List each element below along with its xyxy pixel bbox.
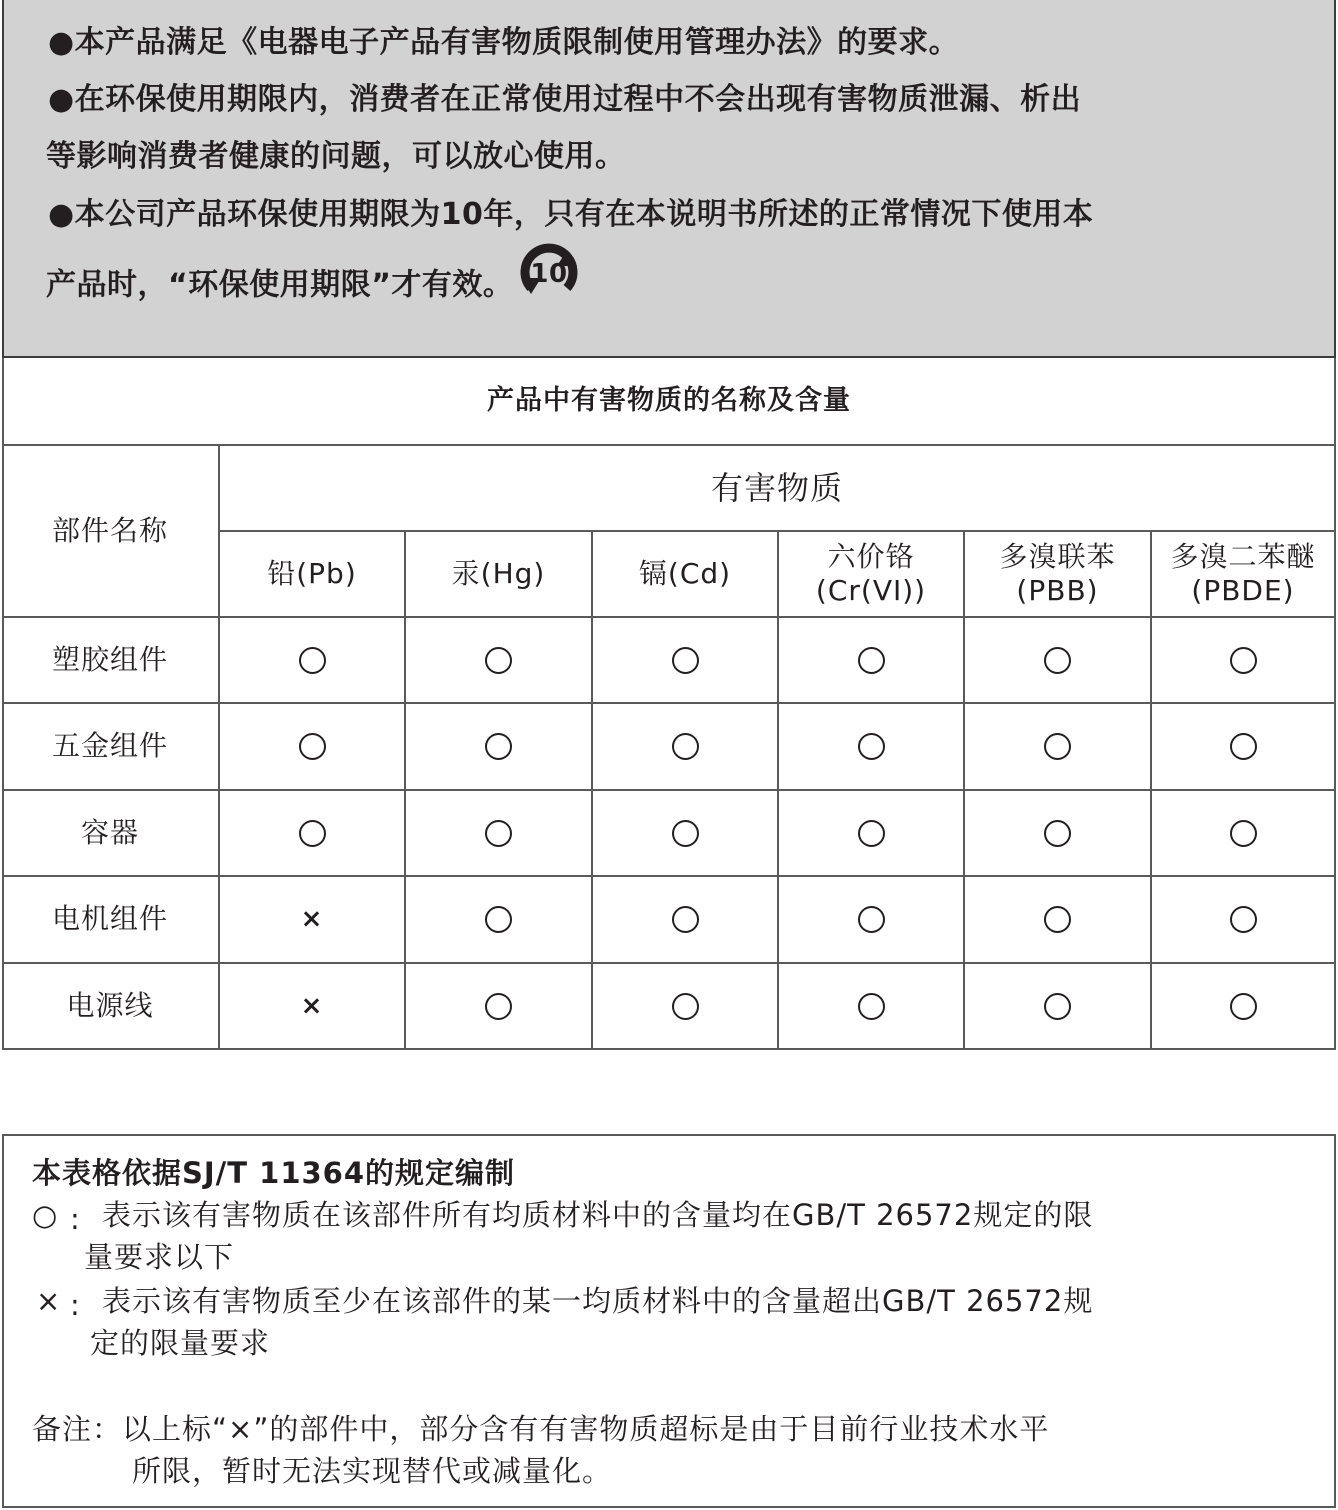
substance-mark-cell: [220, 791, 404, 875]
part-name-header: 部件名称: [51, 514, 168, 547]
substance-mark-cell: [1152, 964, 1334, 1048]
compliant-circle-mark: [485, 820, 512, 847]
compliant-circle-mark: [1044, 647, 1071, 674]
environment-protection-period-icon: [517, 240, 581, 324]
exceeds-cross-mark: ×: [300, 991, 324, 1021]
exceeds-cross-mark: ×: [300, 904, 324, 934]
compliant-circle-mark: [485, 733, 512, 760]
compliant-circle-mark: [858, 820, 885, 847]
substance-name: 铅(Pb): [267, 557, 357, 590]
substance-mark-cell: [406, 964, 591, 1048]
substance-symbol: (PBDE): [1191, 574, 1295, 607]
compliant-circle-mark: [1230, 733, 1257, 760]
notice-line-5: [46, 244, 581, 328]
substance-mark-cell: [406, 618, 591, 702]
substance-mark-cell: [220, 964, 404, 1048]
compliant-circle-mark: [1044, 820, 1071, 847]
substance-column-header: [965, 532, 1150, 616]
substance-mark-cell: [593, 791, 777, 875]
remark-text-1: 备注：以上标“×”的部件中，部分含有有害物质超标是由于目前行业技术水平: [32, 1412, 1050, 1446]
compliant-circle-mark: [485, 993, 512, 1020]
substance-mark-cell: [1152, 791, 1334, 875]
substance-column-header: [220, 532, 404, 616]
substance-name: 多溴联苯: [999, 540, 1116, 573]
compliant-circle-mark: [672, 993, 699, 1020]
circle-symbol: ○: [32, 1198, 59, 1232]
compliant-circle-mark: [485, 647, 512, 674]
cross-legend-text-1: 表示该有害物质至少在该部件的某一均质材料中的含量超出GB/T 26572规: [102, 1284, 1094, 1318]
substance-mark-cell: [220, 618, 404, 702]
remark-text-2: 所限，暂时无法实现替代或减量化。: [132, 1454, 613, 1488]
substance-name: 六价铬: [827, 540, 915, 573]
part-name-cell: 塑胶组件: [51, 643, 168, 676]
table-title: 产品中有害物质的名称及含量: [487, 385, 851, 416]
circle-colon: :: [70, 1202, 81, 1236]
substance-mark-cell: [779, 791, 963, 875]
substance-mark-cell: [1152, 618, 1334, 702]
compliant-circle-mark: [672, 733, 699, 760]
substance-mark-cell: [779, 877, 963, 961]
substance-mark-cell: [220, 877, 404, 961]
hazardous-substance-table: [2, 358, 1336, 1050]
substance-column-header: [406, 532, 591, 616]
compliant-circle-mark: [672, 647, 699, 674]
substance-name: 镉(Cd): [638, 557, 732, 590]
substance-mark-cell: [593, 964, 777, 1048]
compliant-circle-mark: [299, 820, 326, 847]
substance-symbol: (Cr(VI)): [815, 574, 927, 607]
circle-legend-text-2: 量要求以下: [84, 1240, 235, 1274]
substance-mark-cell: [779, 704, 963, 788]
compliant-circle-mark: [299, 733, 326, 760]
compliant-circle-mark: [1230, 647, 1257, 674]
compliant-circle-mark: [1230, 820, 1257, 847]
substance-symbol: (PBB): [1016, 574, 1099, 607]
compliant-circle-mark: [858, 906, 885, 933]
compliant-circle-mark: [858, 733, 885, 760]
compliant-circle-mark: [672, 906, 699, 933]
cross-colon: :: [70, 1288, 81, 1322]
substance-mark-cell: [779, 964, 963, 1048]
hazardous-substance-header: 有害物质: [710, 469, 843, 507]
substance-mark-cell: [220, 704, 404, 788]
substance-column-header: [1152, 532, 1334, 616]
substance-mark-cell: [406, 704, 591, 788]
notice-line-4: ●本公司产品环保使用期限为10年，只有在本说明书所述的正常情况下使用本: [48, 197, 1094, 232]
notice-line-1: ●本产品满足《电器电子产品有害物质限制使用管理办法》的要求。: [48, 25, 960, 60]
substance-mark-cell: [406, 877, 591, 961]
eco-icon-number: 10: [530, 259, 569, 289]
compliant-circle-mark: [858, 993, 885, 1020]
substance-mark-cell: [965, 704, 1150, 788]
substance-name: 汞(Hg): [451, 557, 546, 590]
cross-legend-text-2: 定的限量要求: [90, 1326, 271, 1360]
substance-mark-cell: [406, 791, 591, 875]
part-name-cell: 容器: [80, 816, 139, 849]
compliant-circle-mark: [485, 906, 512, 933]
notes-heading: 本表格依据SJ/T 11364的规定编制: [32, 1156, 516, 1190]
circle-legend-text-1: 表示该有害物质在该部件所有均质材料中的含量均在GB/T 26572规定的限: [102, 1198, 1094, 1232]
substance-mark-cell: [593, 877, 777, 961]
substance-column-header: [779, 532, 963, 616]
substance-mark-cell: [1152, 877, 1334, 961]
compliant-circle-mark: [858, 647, 885, 674]
part-name-cell: 五金组件: [51, 729, 168, 762]
substance-mark-cell: [1152, 704, 1334, 788]
substance-column-header: [593, 532, 777, 616]
notice-line-3: 等影响消费者健康的问题，可以放心使用。: [46, 139, 626, 174]
compliant-circle-mark: [1230, 906, 1257, 933]
part-name-cell: 电机组件: [51, 902, 168, 935]
compliant-circle-mark: [672, 820, 699, 847]
substance-mark-cell: [593, 704, 777, 788]
substance-mark-cell: [965, 791, 1150, 875]
compliant-circle-mark: [299, 647, 326, 674]
compliant-circle-mark: [1044, 993, 1071, 1020]
notice-line-2: ●在环保使用期限内，消费者在正常使用过程中不会出现有害物质泄漏、析出: [48, 82, 1082, 117]
compliant-circle-mark: [1230, 993, 1257, 1020]
substance-mark-cell: [965, 877, 1150, 961]
substance-mark-cell: [779, 618, 963, 702]
substance-mark-cell: [593, 618, 777, 702]
cross-symbol: ×: [36, 1284, 62, 1318]
compliant-circle-mark: [1044, 906, 1071, 933]
substance-name: 多溴二苯醚: [1170, 540, 1316, 573]
notes-box: [2, 1134, 1336, 1508]
part-name-cell: 电源线: [66, 989, 154, 1022]
notice-line-5-text: 产品时，“环保使用期限”才有效。: [46, 267, 514, 303]
compliant-circle-mark: [1044, 733, 1071, 760]
substance-mark-cell: [965, 964, 1150, 1048]
substance-mark-cell: [965, 618, 1150, 702]
